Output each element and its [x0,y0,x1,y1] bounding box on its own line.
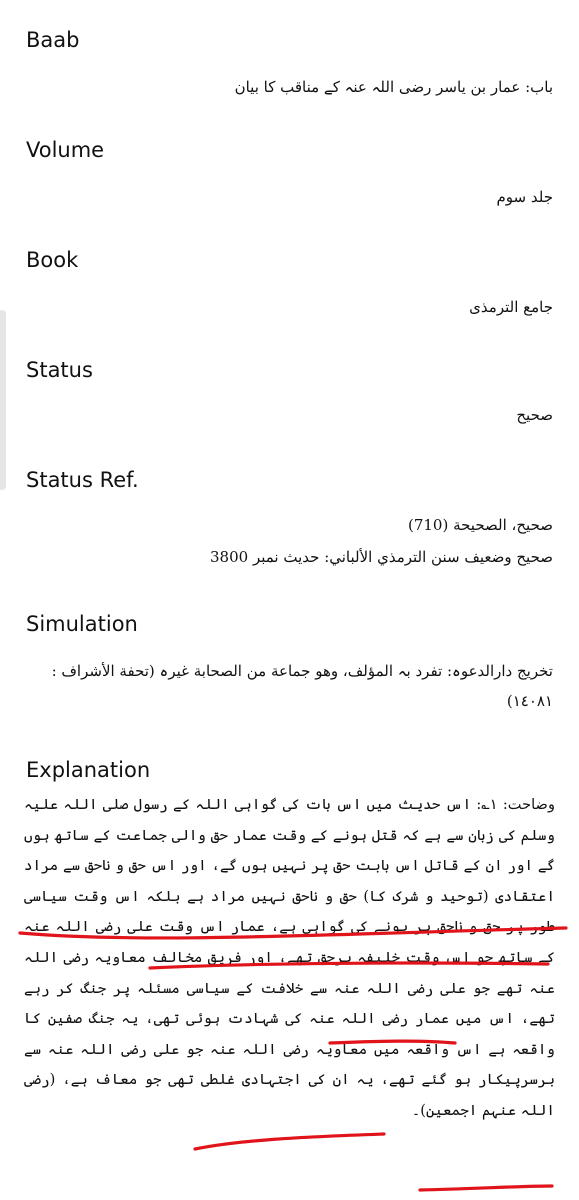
underline-stroke [420,1186,552,1190]
underline-stroke [195,1134,384,1149]
baab-value: باب: عمار بن یاسر رضی اللہ عنہ کے مناقب کا بیان [234,78,553,96]
status-ref-label: Status Ref. [26,468,139,492]
simulation-value: تخريج دارالدعوہ: تفرد بہ المؤلف، وھو جماعة من الصحابة غیرہ (تحفة الأشراف : ١٤٠٨١) [51,662,553,710]
status-label: Status [26,358,93,382]
simulation-label: Simulation [26,612,138,636]
baab-label: Baab [26,28,80,52]
volume-label: Volume [26,138,105,162]
volume-value: جلد سوم [496,188,553,206]
status-ref-line-1: صحيح، الصحيحة (710) [407,516,553,534]
side-edge-handle[interactable] [0,310,6,490]
book-value: جامع الترمذی [469,298,553,316]
book-label: Book [26,248,79,272]
explanation-label: Explanation [26,758,151,782]
status-value: صحیح [516,406,553,424]
explanation-value: وضاحت: ۱؎: اس حدیث میں اس بات کی گواہی اللہ کے رسول صلی اللہ علیہ وسلم کی زبان سے ہے کہ قتل ہونے کے وقت عمار حق والی جماعت کے ساتھ ہوں گے اور ان کے قاتل اس بابت حق پر نہیں ہوں گے، اور اس حق و ناحق سے مراد اعتقادی (توحید و شرک کا) حق و ناحق نہیں مراد ہے بلکہ اس وقت سیاسی طور پر حق و ناحق پر ہونے کی گواہی ہے، عمار اس وقت علی رضی اللہ عنہ کے ساتھ جو اس وقت خلیفہ برحق تھے، اور فریق مخالف معاویہ رضی اللہ عنہ تھے جو علی رضی اللہ عنہ سے خلافت کے سیاسی مسئلہ پر جنگ کر رہے تھے، اس میں عمار رضی اللہ عنہ کی شہادت ہوئی تھی، یہ جنگ صفین کا واقعہ ہے اس واقعہ میں معاویہ رضی اللہ عنہ جو علی رضی اللہ عنہ سے برسرپیکار ہو گئے تھے، یہ ان کی اجتہادی غلطی تھی جو معاف ہے، (رضی اللہ عنہم اجمعین)۔ [24,796,555,1119]
status-ref-line-2: صحيح وضعيف سنن الترمذي الألباني: حديث نمبر 3800 [210,548,553,566]
